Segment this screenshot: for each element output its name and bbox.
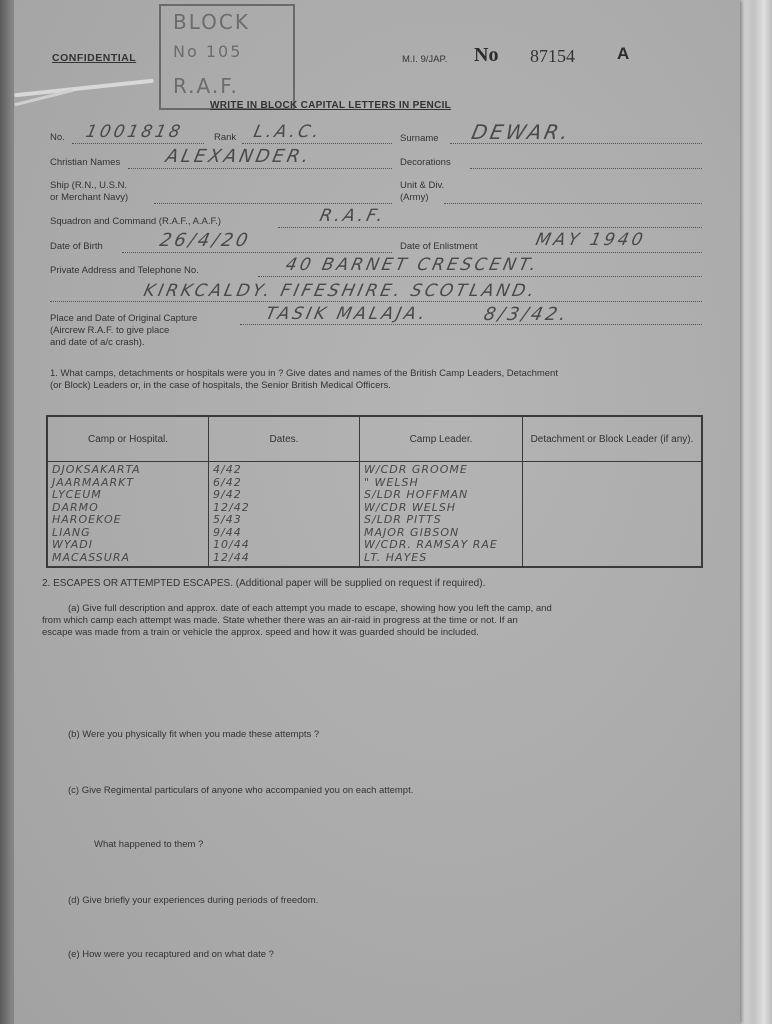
question-2a-line-3: escape was made from a train or vehicle the approx. speed and how it was guarded should be included. bbox=[42, 627, 479, 638]
form-code: M.I. 9/JAP. bbox=[402, 54, 448, 65]
enlistment-label: Date of Enlistment bbox=[400, 241, 478, 252]
question-2a-line-2: from which camp each attempt was made. State whether there was an air-raid in progress at the time or not. If an bbox=[42, 615, 518, 626]
decorations-line bbox=[470, 168, 702, 169]
squadron-label: Squadron and Command (R.A.F., A.A.F.) bbox=[50, 216, 222, 227]
camp-entry: WYADI bbox=[52, 538, 93, 551]
leader-entry: W/CDR WELSH bbox=[364, 500, 457, 514]
camp-entry: HAROEKOE bbox=[52, 513, 122, 526]
capture-label-1: Place and Date of Original Capture bbox=[50, 313, 198, 324]
question-2e: (e) How were you recaptured and on what date ? bbox=[68, 949, 274, 960]
address-label: Private Address and Telephone No. bbox=[50, 265, 199, 276]
decorations-label: Decorations bbox=[400, 157, 451, 168]
dob-label: Date of Birth bbox=[50, 241, 103, 252]
date-entry: 12/42 bbox=[213, 500, 250, 514]
enlistment-line bbox=[510, 252, 702, 253]
question-2a-line-1: (a) Give full description and approx. date of each attempt you made to escape, showing how you left the camp, and bbox=[68, 603, 552, 614]
unit-label-2: (Army) bbox=[400, 192, 429, 203]
camp-entry: DARMO bbox=[52, 500, 99, 514]
rank-label: Rank bbox=[214, 132, 237, 143]
christian-names-line bbox=[128, 168, 392, 169]
leader-entry: LT. HAYES bbox=[364, 550, 428, 564]
header-detachment-leader: Detachment or Block Leader (if any). bbox=[523, 416, 703, 462]
question-1-line-1: 1. What camps, detachments or hospitals were you in ? Give dates and names of the British Camp Leaders, Detachment bbox=[50, 368, 558, 379]
enlistment-value: MAY 1940 bbox=[533, 230, 648, 250]
confidential-label: CONFIDENTIAL bbox=[52, 52, 137, 64]
camp-entry: MACASSURA bbox=[52, 550, 131, 564]
capture-label-3: and date of a/c crash). bbox=[50, 337, 145, 348]
capture-date-value: 8/3/42. bbox=[481, 304, 571, 325]
stamp-line-1: BLOCK bbox=[173, 10, 250, 34]
leader-entry: " WELSH bbox=[364, 475, 419, 489]
leader-entry: S/LDR PITTS bbox=[364, 513, 442, 526]
squadron-value: R.A.F. bbox=[317, 206, 388, 226]
camps-table bbox=[46, 415, 703, 568]
date-entry: 12/44 bbox=[213, 550, 250, 564]
stamp-line-2: No 105 bbox=[173, 42, 243, 61]
leader-entry: W/CDR GROOME bbox=[364, 463, 468, 476]
question-2d: (d) Give briefly your experiences during periods of freedom. bbox=[68, 895, 319, 906]
date-entry: 5/43 bbox=[213, 513, 242, 526]
unit-line bbox=[444, 203, 702, 204]
leader-entry: W/CDR. RAMSAY RAE bbox=[364, 538, 498, 551]
camps-column bbox=[47, 462, 209, 568]
ship-label-1: Ship (R.N., U.S.N. bbox=[50, 180, 128, 191]
leaders-column bbox=[360, 462, 523, 568]
dates-column bbox=[209, 462, 360, 568]
date-entry: 4/42 bbox=[213, 463, 242, 476]
date-entry: 6/42 bbox=[213, 475, 242, 489]
no-label: No. bbox=[50, 132, 65, 143]
leader-entry: MAJOR GIBSON bbox=[364, 525, 460, 539]
question-1-line-2: (or Block) Leaders or, in the case of hospitals, the Senior British Medical Officers. bbox=[50, 380, 391, 391]
capture-line bbox=[240, 324, 702, 325]
header-camp: Camp or Hospital. bbox=[47, 416, 209, 462]
service-number-value: 1001818 bbox=[83, 122, 185, 142]
dob-line bbox=[122, 252, 392, 253]
form-number: 87154 bbox=[530, 46, 575, 66]
date-entry: 10/44 bbox=[213, 538, 250, 551]
number-mark: No bbox=[474, 44, 499, 66]
surname-label: Surname bbox=[400, 133, 439, 144]
camps-table-header bbox=[47, 416, 702, 462]
ship-label-2: or Merchant Navy) bbox=[50, 192, 129, 203]
date-entry: 9/44 bbox=[213, 525, 242, 539]
instruction-heading: WRITE IN BLOCK CAPITAL LETTERS IN PENCIL bbox=[210, 100, 452, 111]
document-page bbox=[14, 0, 740, 1024]
rank-line bbox=[242, 143, 392, 144]
capture-place-value: TASIK MALAJA. bbox=[263, 304, 430, 324]
camp-entry: DJOKSAKARTA bbox=[52, 463, 141, 476]
binding-string bbox=[14, 79, 154, 98]
detachment-column bbox=[523, 462, 703, 568]
address-line-1 bbox=[258, 276, 702, 277]
dob-value: 26/4/20 bbox=[157, 230, 253, 251]
address-value-2: KIRKCALDY. FIFESHIRE. SCOTLAND. bbox=[141, 281, 539, 301]
capture-label-2: (Aircrew R.A.F. to give place bbox=[50, 325, 170, 336]
question-2-title: 2. ESCAPES OR ATTEMPTED ESCAPES. (Additional paper will be supplied on request if required). bbox=[42, 578, 486, 589]
question-2c-followup: What happened to them ? bbox=[94, 839, 204, 850]
header-dates: Dates. bbox=[209, 416, 360, 462]
address-value-1: 40 BARNET CRESCENT. bbox=[283, 255, 541, 275]
address-line-2 bbox=[50, 301, 702, 302]
camp-entry: LIANG bbox=[52, 525, 91, 539]
christian-names-label: Christian Names bbox=[50, 157, 121, 168]
form-suffix: A bbox=[617, 44, 630, 63]
camp-entry: JAARMAARKT bbox=[52, 475, 135, 489]
no-line bbox=[72, 143, 204, 144]
block-stamp bbox=[159, 4, 295, 110]
ship-line bbox=[154, 203, 392, 204]
camp-entry: LYCEUM bbox=[52, 488, 102, 501]
question-2b: (b) Were you physically fit when you made these attempts ? bbox=[68, 729, 320, 740]
camps-table-body bbox=[47, 462, 702, 568]
squadron-line bbox=[278, 227, 702, 228]
rank-value: L.A.C. bbox=[251, 122, 324, 142]
leader-entry: S/LDR HOFFMAN bbox=[364, 488, 469, 501]
question-2c: (c) Give Regimental particulars of anyone who accompanied you on each attempt. bbox=[68, 785, 414, 796]
unit-label-1: Unit & Div. bbox=[400, 180, 445, 191]
christian-names-value: ALEXANDER. bbox=[163, 146, 314, 167]
header-camp-leader: Camp Leader. bbox=[360, 416, 523, 462]
date-entry: 9/42 bbox=[213, 488, 242, 501]
stamp-line-3: R.A.F. bbox=[173, 74, 239, 98]
surname-value: DEWAR. bbox=[469, 120, 574, 144]
